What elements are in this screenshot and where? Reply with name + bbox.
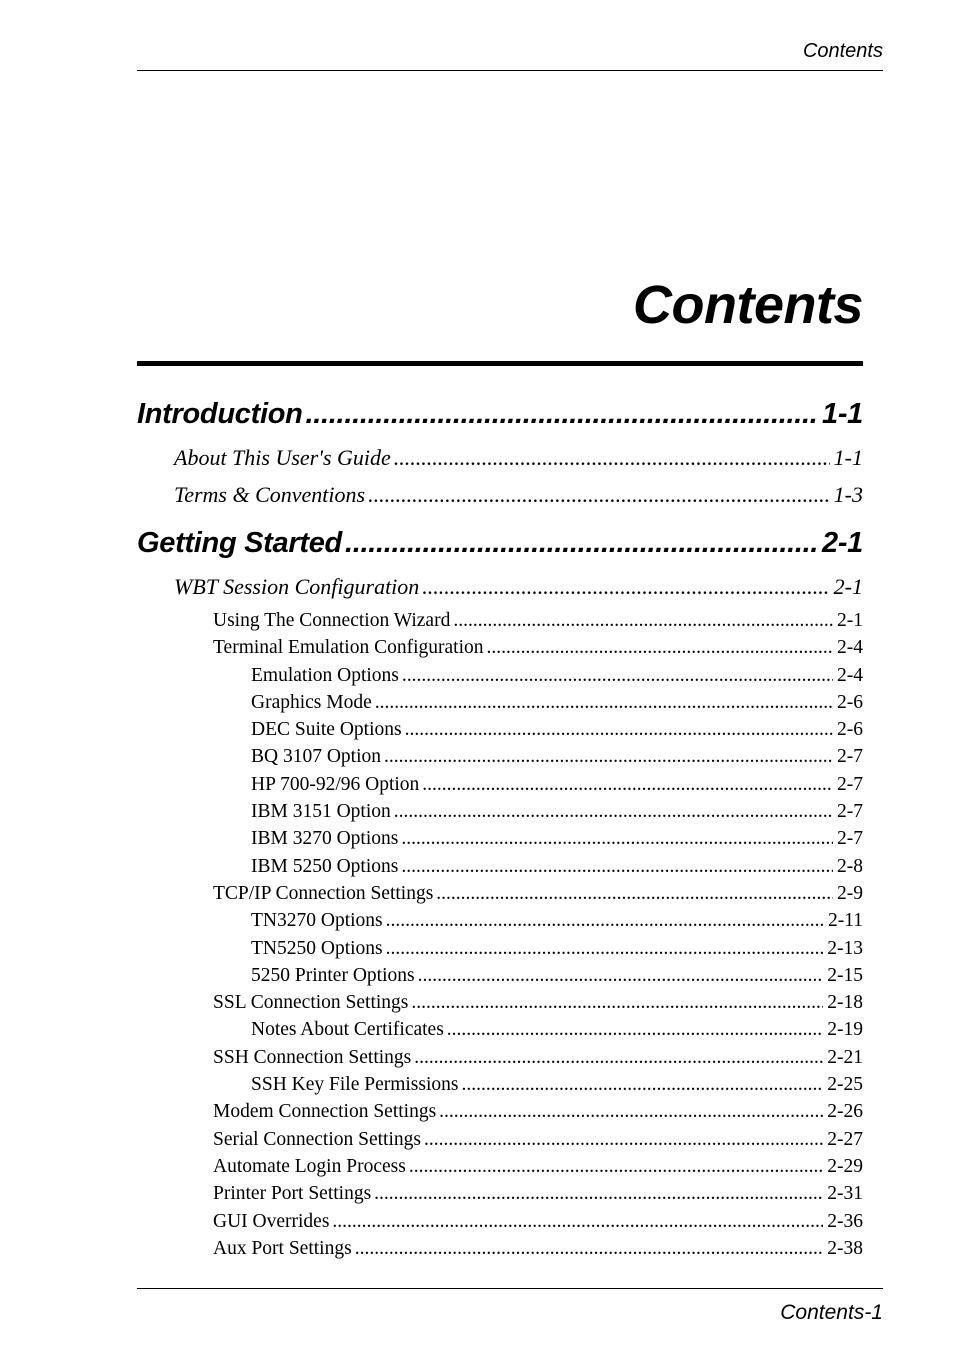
toc-entry-page: 2-1 [837, 610, 863, 631]
page-title: Contents [633, 275, 863, 335]
dot-leader [424, 1126, 823, 1153]
toc-entry-page: 2-18 [827, 992, 863, 1014]
toc-entry-page: 2-13 [827, 937, 863, 959]
toc-entry-label: Terminal Emulation Configuration [213, 637, 484, 659]
toc-entry-page: 2-21 [827, 1046, 863, 1068]
toc-entry-page: 2-1 [833, 574, 863, 599]
toc-entry-label: Notes About Certificates [251, 1019, 444, 1041]
toc-section-terms-conventions[interactable] [137, 476, 863, 513]
toc-entry-label: Graphics Mode [251, 691, 372, 713]
toc-entry-page: 2-6 [837, 719, 863, 741]
toc-subsection[interactable] [137, 1208, 863, 1235]
dot-leader [332, 1208, 823, 1235]
dot-leader [487, 634, 834, 661]
toc-entry-page: 2-26 [827, 1101, 863, 1123]
toc-subsubsection[interactable] [137, 825, 863, 852]
toc-subsubsection[interactable] [137, 662, 863, 689]
dot-leader [386, 935, 824, 962]
toc-entry-label: HP 700-92/96 Option [251, 773, 420, 795]
toc-chapter-introduction[interactable] [137, 392, 863, 436]
toc-entry-label: Getting Started [137, 527, 342, 559]
dot-leader [453, 607, 833, 634]
toc-subsubsection[interactable] [137, 798, 863, 825]
dot-leader [306, 392, 818, 436]
dot-leader [405, 716, 833, 743]
toc-entry-page: 2-38 [827, 1237, 863, 1259]
toc-entry-page: 2-7 [837, 746, 863, 768]
dot-leader [447, 1016, 823, 1043]
toc-entry-page: 2-8 [837, 855, 863, 877]
dot-leader [422, 568, 829, 605]
dot-leader [401, 853, 833, 880]
toc-entry-page: 2-7 [837, 828, 863, 850]
dot-leader [368, 476, 830, 513]
toc-entry-label: TCP/IP Connection Settings [213, 882, 434, 904]
header-rule [137, 70, 883, 71]
toc-entry-page: 2-27 [827, 1128, 863, 1150]
toc-entry-label: Serial Connection Settings [213, 1128, 421, 1150]
dot-leader [461, 1071, 823, 1098]
dot-leader [384, 743, 833, 770]
toc-entry-page: 2-9 [837, 882, 863, 904]
toc-entry-label: Using The Connection Wizard [213, 610, 451, 631]
footer-rule [137, 1288, 883, 1289]
toc-entry-page: 2-31 [827, 1183, 863, 1205]
toc-entry-page: 2-15 [827, 964, 863, 986]
dot-leader [409, 1153, 823, 1180]
toc-subsubsection[interactable] [137, 962, 863, 989]
toc-entry-label: TN5250 Options [251, 937, 383, 959]
toc-entry-label: BQ 3107 Option [251, 746, 382, 768]
dot-leader [401, 825, 833, 852]
toc-entry-page: 2-4 [837, 664, 863, 686]
running-header: Contents [802, 40, 883, 62]
toc-entry-label: Printer Port Settings [213, 1183, 372, 1205]
toc-section-about-guide[interactable] [137, 439, 863, 476]
toc-entry-label: IBM 5250 Options [251, 855, 399, 877]
dot-leader [375, 689, 833, 716]
dot-leader [418, 962, 824, 989]
toc-entry-label: TN3270 Options [251, 910, 383, 932]
toc-subsection[interactable] [137, 1180, 863, 1207]
toc-subsection[interactable] [137, 634, 863, 661]
toc-entry-label: Terms & Conventions [174, 482, 366, 507]
toc-entry-label: GUI Overrides [213, 1210, 330, 1232]
toc-entry-page: 1-3 [833, 482, 863, 507]
toc-entry-label: Aux Port Settings [213, 1237, 352, 1259]
toc-subsubsection[interactable] [137, 935, 863, 962]
toc-entry-page: 2-11 [827, 910, 863, 932]
toc-entry-page: 2-19 [827, 1019, 863, 1041]
toc-entry-label: SSH Connection Settings [213, 1046, 412, 1068]
toc-entry-label: SSL Connection Settings [213, 992, 409, 1014]
dot-leader [394, 798, 833, 825]
dot-leader [355, 1235, 824, 1262]
toc-entry-label: IBM 3151 Option [251, 801, 391, 823]
toc-entry-label: DEC Suite Options [251, 719, 402, 741]
toc-subsubsection[interactable] [137, 1071, 863, 1098]
toc-entry-label: Emulation Options [251, 664, 399, 686]
dot-leader [411, 989, 823, 1016]
toc-entry-page: 2-7 [837, 801, 863, 823]
toc-entry-page: 2-36 [827, 1210, 863, 1232]
toc-entry-label: Introduction [137, 398, 303, 430]
toc-entry-label: IBM 3270 Options [251, 828, 399, 850]
table-of-contents [137, 392, 863, 1262]
toc-section-wbt-session-configuration[interactable] [137, 568, 863, 605]
toc-entry-label: 5250 Printer Options [251, 964, 415, 986]
toc-subsection[interactable] [137, 1044, 863, 1071]
toc-subsubsection[interactable] [137, 1016, 863, 1043]
toc-chapter-getting-started[interactable] [137, 521, 863, 565]
toc-entry-page: 1-1 [821, 398, 863, 430]
toc-entry-page: 2-4 [837, 637, 863, 659]
toc-entry-label: WBT Session Configuration [174, 574, 420, 599]
toc-subsubsection[interactable] [137, 853, 863, 880]
toc-entry-page: 2-25 [827, 1074, 863, 1096]
toc-subsubsection[interactable] [137, 907, 863, 934]
title-rule [137, 361, 863, 366]
dot-leader [402, 662, 833, 689]
toc-subsubsection[interactable] [137, 771, 863, 798]
toc-entry-label: About This User's Guide [174, 445, 391, 470]
toc-entry-label: Modem Connection Settings [213, 1101, 437, 1123]
toc-subsubsection[interactable] [137, 689, 863, 716]
toc-entry-page: 2-1 [821, 527, 863, 559]
dot-leader [394, 439, 830, 476]
dot-leader [386, 907, 824, 934]
toc-subsection[interactable] [137, 1126, 863, 1153]
toc-subsection[interactable] [137, 989, 863, 1016]
toc-subsubsection[interactable] [137, 743, 863, 770]
dot-leader [436, 880, 833, 907]
toc-subsection[interactable] [137, 1098, 863, 1125]
dot-leader [374, 1180, 823, 1207]
dot-leader [422, 771, 833, 798]
toc-entry-label: Automate Login Process [213, 1155, 406, 1177]
toc-entry-page: 2-29 [827, 1155, 863, 1177]
dot-leader [345, 521, 818, 565]
toc-subsection[interactable] [137, 1235, 863, 1262]
dot-leader [439, 1098, 823, 1125]
dot-leader [414, 1044, 823, 1071]
toc-entry-label: SSH Key File Permissions [251, 1074, 459, 1096]
toc-entry-page: 2-6 [837, 691, 863, 713]
toc-subsection[interactable] [137, 607, 863, 634]
toc-subsection[interactable] [137, 1153, 863, 1180]
toc-entry-page: 2-7 [837, 773, 863, 795]
toc-entry-page: 1-1 [833, 445, 863, 470]
toc-subsection[interactable] [137, 880, 863, 907]
page-number: Contents-1 [780, 1301, 883, 1324]
toc-subsubsection[interactable] [137, 716, 863, 743]
